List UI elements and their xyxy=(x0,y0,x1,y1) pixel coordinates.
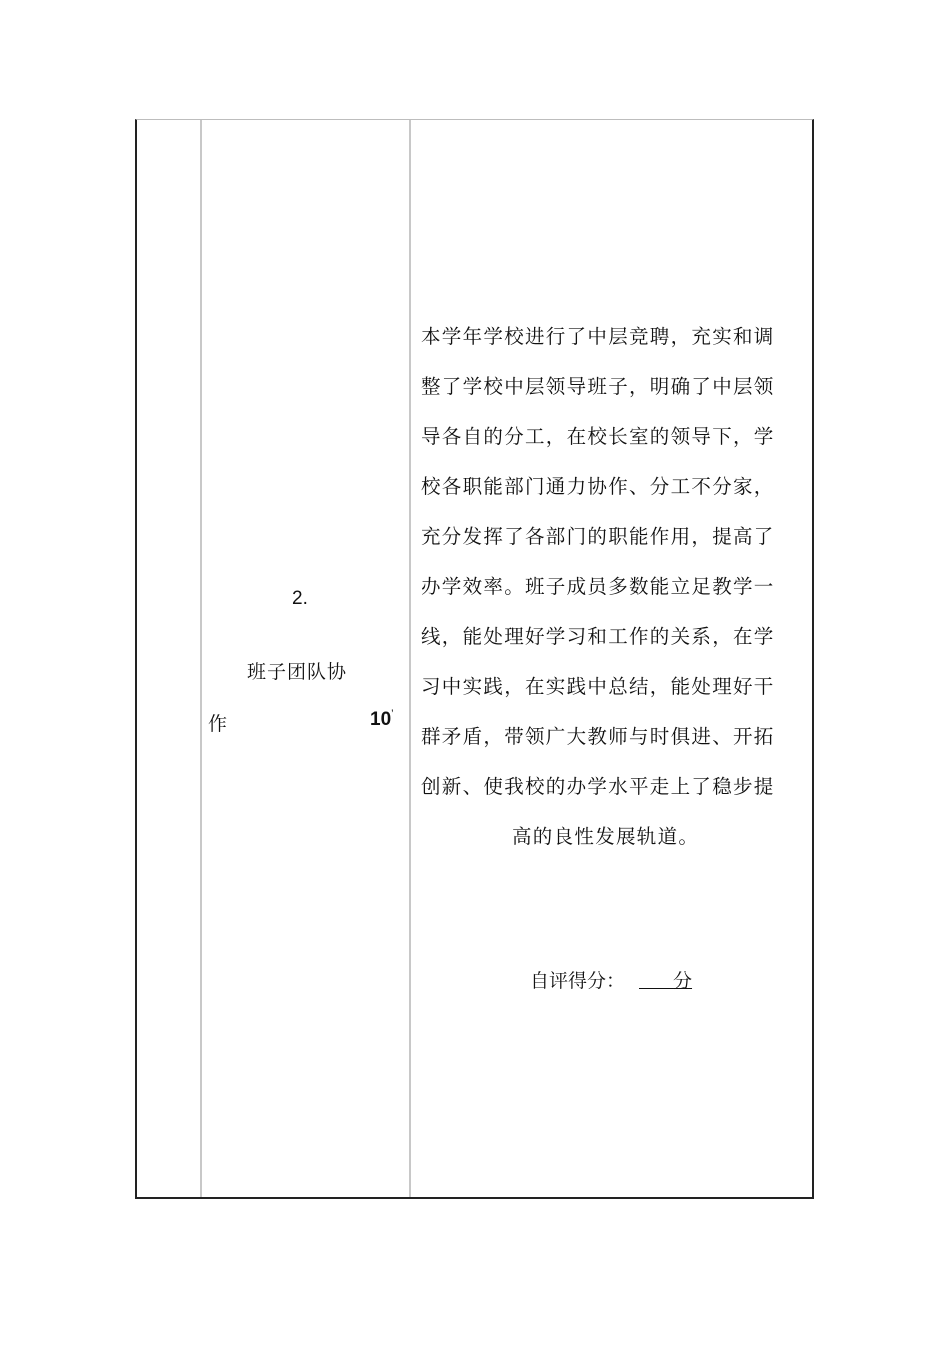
description-text xyxy=(421,321,781,871)
column-divider-2 xyxy=(409,120,411,1197)
item-title-line2: 作 xyxy=(208,713,228,735)
description-line: 办学效率。班子成员多数能立足教学一 xyxy=(421,575,775,598)
column-divider-1 xyxy=(200,120,202,1197)
self-evaluation-label: 自评得分： xyxy=(530,970,626,992)
item-score-value: 10 xyxy=(370,709,392,730)
description-line: 整了学校中层领导班子，明确了中层领 xyxy=(421,375,775,398)
description-line: 高的良性发展轨道。 xyxy=(512,825,700,848)
description-line: 线，能处理好学习和工作的关系，在学 xyxy=(421,625,775,648)
item-title-line1: 班子团队协 xyxy=(247,661,348,683)
item-number: 2. xyxy=(292,588,308,609)
score-unit: 分 xyxy=(673,970,693,992)
description-line: 群矛盾，带领广大教师与时俱进、开拓 xyxy=(421,725,775,748)
description-line: 习中实践，在实践中总结，能处理好干 xyxy=(421,675,775,698)
score-blank-field[interactable] xyxy=(639,970,673,989)
description-line: 充分发挥了各部门的职能作用，提高了 xyxy=(421,525,775,548)
item-score-mark: ’ xyxy=(391,708,394,720)
self-evaluation xyxy=(530,966,692,993)
item-score xyxy=(370,708,394,731)
description-line: 校各职能部门通力协作、分工不分家， xyxy=(421,475,775,498)
description-line: 本学年学校进行了中层竞聘，充实和调 xyxy=(421,325,775,348)
description-line: 导各自的分工，在校长室的领导下，学 xyxy=(421,425,775,448)
description-line: 创新、使我校的办学水平走上了稳步提 xyxy=(421,775,775,798)
